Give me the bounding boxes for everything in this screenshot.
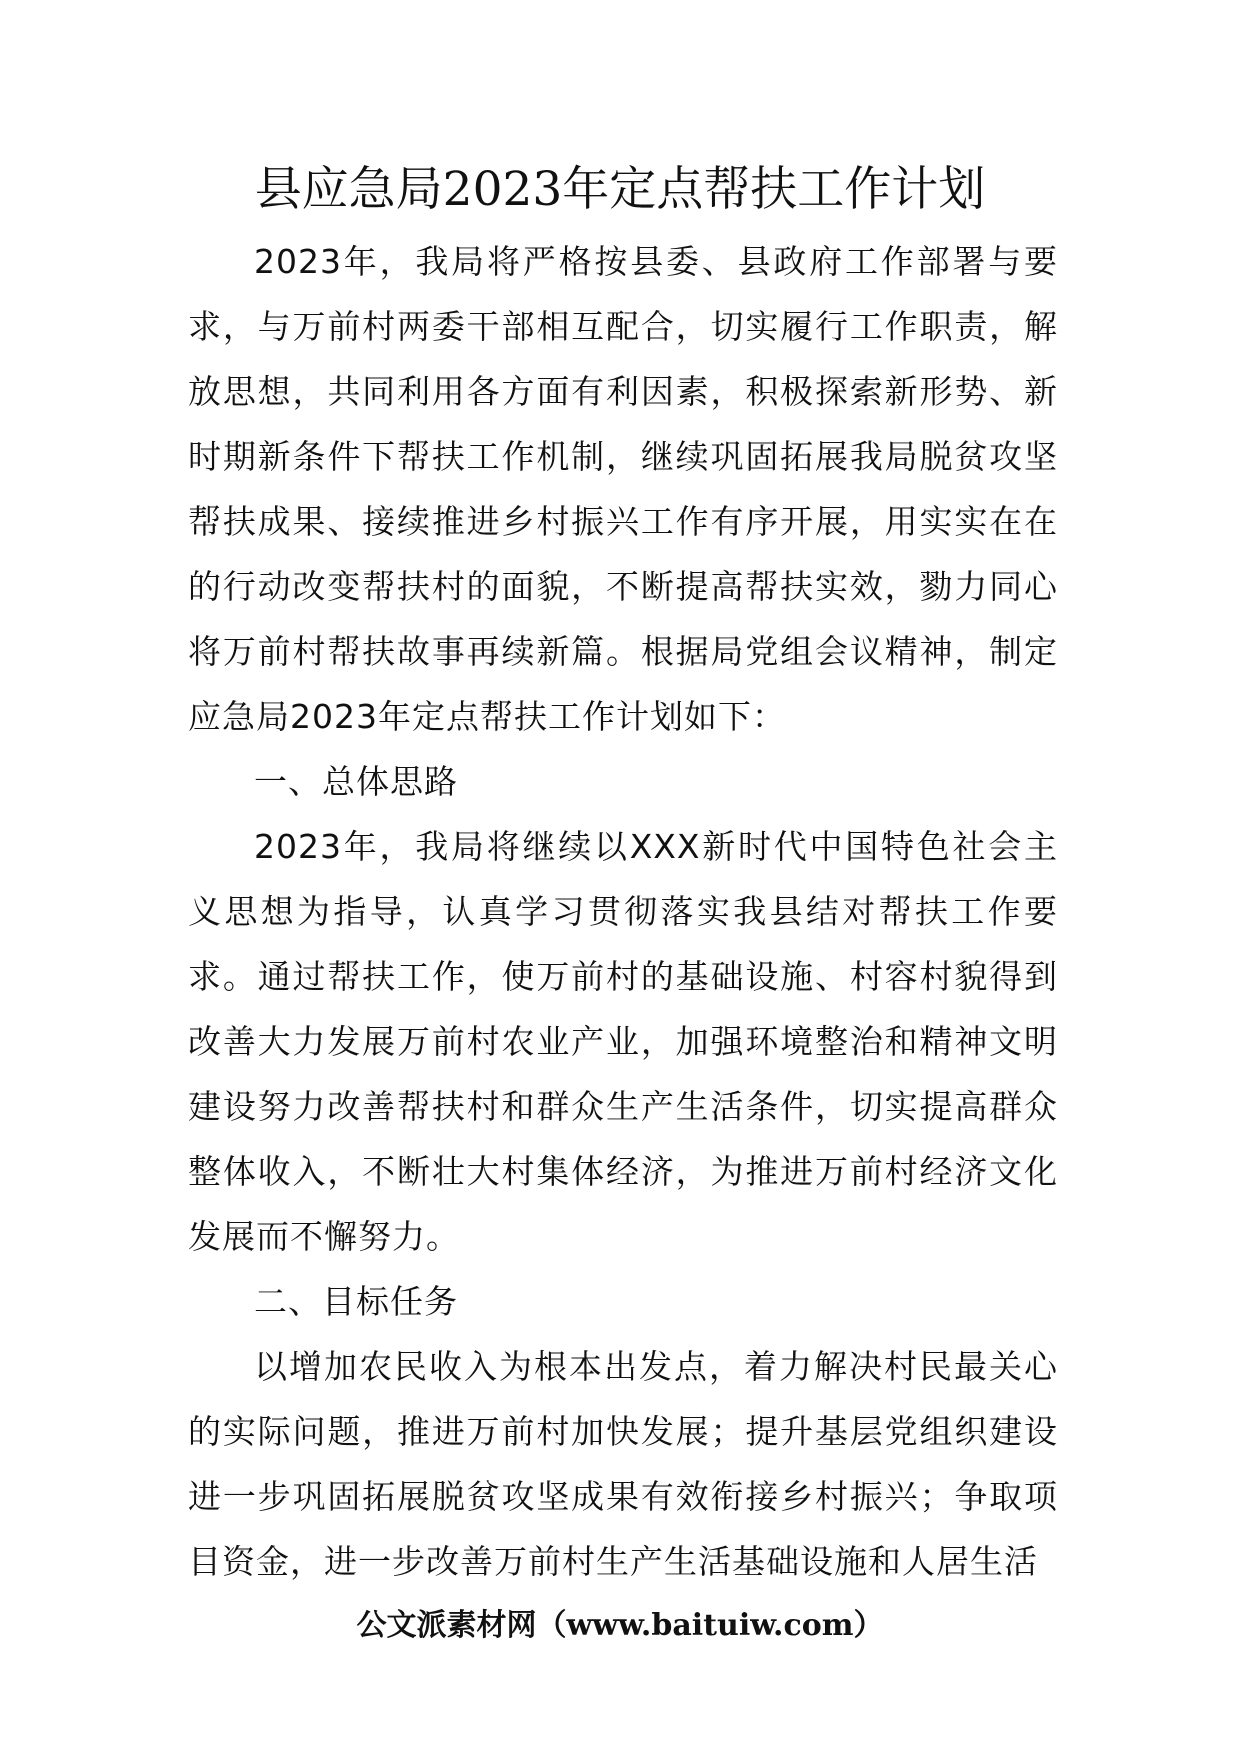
paragraph-overall-approach: 2023年，我局将继续以XXX新时代中国特色社会主义思想为指导，认真学习贯彻落实我县结对帮扶工作要求。通过帮扶工作，使万前村的基础设施、村容村貌得到改善大力发展万前村农业产业，加强环境整治和精神文明建设努力改善帮扶村和群众生产生活条件，切实提高群众整体收入，不断壮大村集体经济，为推进万前村经济文化发展而不懈努力。	[188, 827, 1058, 1256]
document-body	[188, 229, 1058, 1594]
paragraph-goals: 以增加农民收入为根本出发点，着力解决村民最关心的实际问题，推进万前村加快发展；提升基层党组织建设进一步巩固拓展脱贫攻坚成果有效衔接乡村振兴；争取项目资金，进一步改善万前村生产生活基础设施和人居生活	[188, 1347, 1058, 1581]
section-heading-overall-approach: 一、总体思路	[254, 762, 458, 801]
paragraph-intro: 2023年，我局将严格按县委、县政府工作部署与要求，与万前村两委干部相互配合，切实履行工作职责，解放思想，共同利用各方面有利因素，积极探索新形势、新时期新条件下帮扶工作机制，继续巩固拓展我局脱贫攻坚帮扶成果、接续推进乡村振兴工作有序开展，用实实在在的行动改变帮扶村的面貌，不断提高帮扶实效，勠力同心将万前村帮扶故事再续新篇。根据局党组会议精神，制定应急局2023年定点帮扶工作计划如下：	[188, 242, 1058, 736]
document-title: 县应急局2023年定点帮扶工作计划	[254, 162, 986, 217]
section-heading-goals: 二、目标任务	[254, 1282, 458, 1321]
footer-watermark: 公文派素材网（www.baituiw.com）	[356, 1608, 884, 1643]
